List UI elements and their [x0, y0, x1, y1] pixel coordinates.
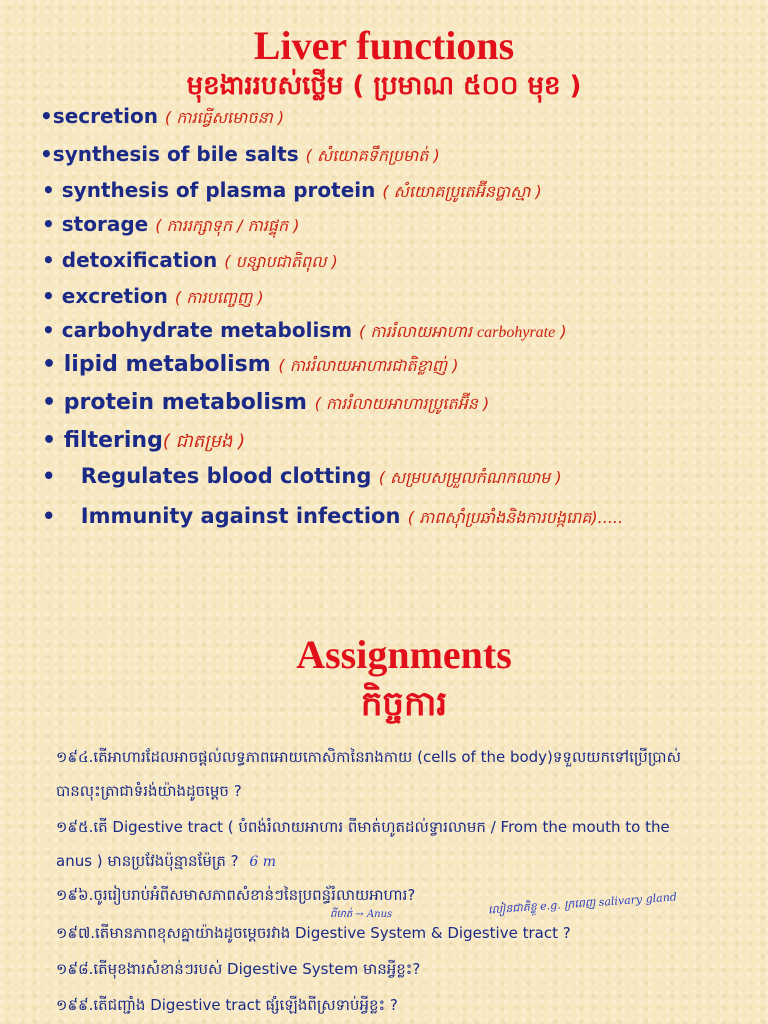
function-item [42, 284, 264, 311]
function-note-latin: carbohyrate [477, 324, 556, 341]
bullet: • [42, 390, 57, 415]
bullet: • [42, 284, 55, 308]
function-item [42, 352, 458, 379]
function-note: ( ភាពស៊ាំប្រឆាំងនិងការបង្ករោគ)..... [407, 508, 624, 527]
function-note [359, 322, 567, 341]
function-term: Immunity against infection [80, 504, 401, 528]
function-term: protein metabolism [63, 390, 307, 415]
question-item [56, 952, 756, 986]
bullet: • [42, 178, 55, 202]
function-note: ( បន្សាបជាតិពុល ) [224, 252, 338, 271]
bullet: • [42, 212, 55, 236]
function-term: secretion [52, 104, 158, 128]
function-note: ( ការរំលាយអាហារប្រូតេអ៊ីន ) [314, 394, 490, 413]
handwritten-salivary-note: លៀនជាតិខ្លួ e.g. ក្រពេញ salivary gland [487, 890, 678, 917]
function-item [42, 248, 338, 275]
question-item [56, 916, 756, 950]
function-note: ( ការរក្សាទុក / ការផ្ទុក ) [155, 216, 300, 235]
function-item [42, 318, 567, 345]
page-title: Liver functions [253, 23, 515, 68]
assignments-title: Assignments [296, 632, 512, 677]
bullet: • [42, 318, 55, 342]
assignments-subtitle: កិច្ចការ [360, 684, 448, 724]
bullet: • [40, 142, 53, 166]
function-term: Regulates blood clotting [80, 464, 372, 488]
handwritten-mouth-anus: ពីមាត់ → Anus [330, 909, 393, 920]
function-note-text: ( ការរំលាយអាហារ [359, 322, 472, 341]
function-note: ( សំយោគប្រូតេអ៊ីនប្លាស្មា ) [382, 182, 542, 201]
function-item [42, 504, 623, 531]
function-item [42, 464, 562, 491]
bullet: • [42, 464, 56, 488]
function-note: ( ការបញ្ចេញ ) [174, 288, 264, 307]
function-item [42, 212, 300, 239]
question-line: ១៩៧.តើមានភាពខុសគ្នាយ៉ាងដូចម្ដេចរវាង Digestive System & Digestive tract ? [56, 924, 571, 942]
question-item [56, 740, 756, 808]
question-line: anus ) មានប្រវែងប៉ុន្មានម៉ែត្រ ? 6 m [56, 852, 276, 870]
function-note: ( សំយោគទឹកប្រមាត់ ) [305, 146, 440, 165]
question-item [56, 810, 756, 879]
function-term: lipid metabolism [63, 352, 271, 377]
bullet: • [42, 504, 56, 528]
function-item [42, 390, 489, 417]
function-note: ( សម្របសម្រួលកំណកឈាម ) [378, 468, 562, 487]
function-item [42, 178, 542, 205]
function-term: carbohydrate metabolism [61, 318, 353, 342]
question-line: ១៩៨.តើមុខងារសំខាន់ៗរបស់ Digestive System មានអ្វីខ្លះ? [56, 960, 421, 978]
page-subtitle: មុខងាររបស់ថ្លើម ( ប្រមាណ ៥០០ មុខ ) [186, 71, 582, 101]
function-item [40, 142, 440, 169]
function-term: filtering [63, 428, 163, 453]
function-item [42, 428, 245, 456]
question-line: ១៩៩.តើជញ្ជាំង Digestive tract ផ្សំឡើងពីស្រទាប់អ្វីខ្លះ ? [56, 996, 398, 1014]
question-line: ១៩៦.ចូររៀបរាប់អំពីសមាសភាពសំខាន់ៗនៃប្រពន្ធ័រំលាយអាហារ? [56, 886, 416, 904]
function-term: detoxification [61, 248, 218, 272]
function-term: synthesis of plasma protein [61, 178, 376, 202]
function-note: ( ការធ្វើសមោចនា ) [164, 108, 285, 127]
function-note: ( ការរំលាយអាហារជាតិខ្លាញ់ ) [278, 356, 459, 375]
question-line: ១៩៥.តើ Digestive tract ( បំពង់រំលាយអាហារ ពីមាត់ហូតដល់ទ្វារលាមក / From the mouth to the [56, 818, 670, 836]
bullet: • [42, 352, 57, 377]
function-term: synthesis of bile salts [52, 142, 299, 166]
bullet: • [42, 248, 55, 272]
function-note-end: ) [560, 322, 567, 341]
function-item [40, 104, 284, 131]
function-term: excretion [61, 284, 168, 308]
bullet: • [42, 428, 57, 453]
function-term: storage [61, 212, 149, 236]
question-line: ១៩៤.តើអាហារដែលអាចផ្ដល់លទ្ធភាពអោយកោសិកានៃរាងកាយ (cells of the body)ទទួលយកទៅប្រើប្រាស់ [56, 748, 681, 766]
bullet: • [40, 104, 53, 128]
question-line: បានលុះត្រាជាទំរង់យ៉ាងដូចម្ដេច ? [56, 782, 242, 800]
handwritten-answer: 6 m [249, 854, 276, 870]
function-note: ( ជាតម្រង ) [162, 431, 246, 452]
question-item [56, 988, 756, 1022]
